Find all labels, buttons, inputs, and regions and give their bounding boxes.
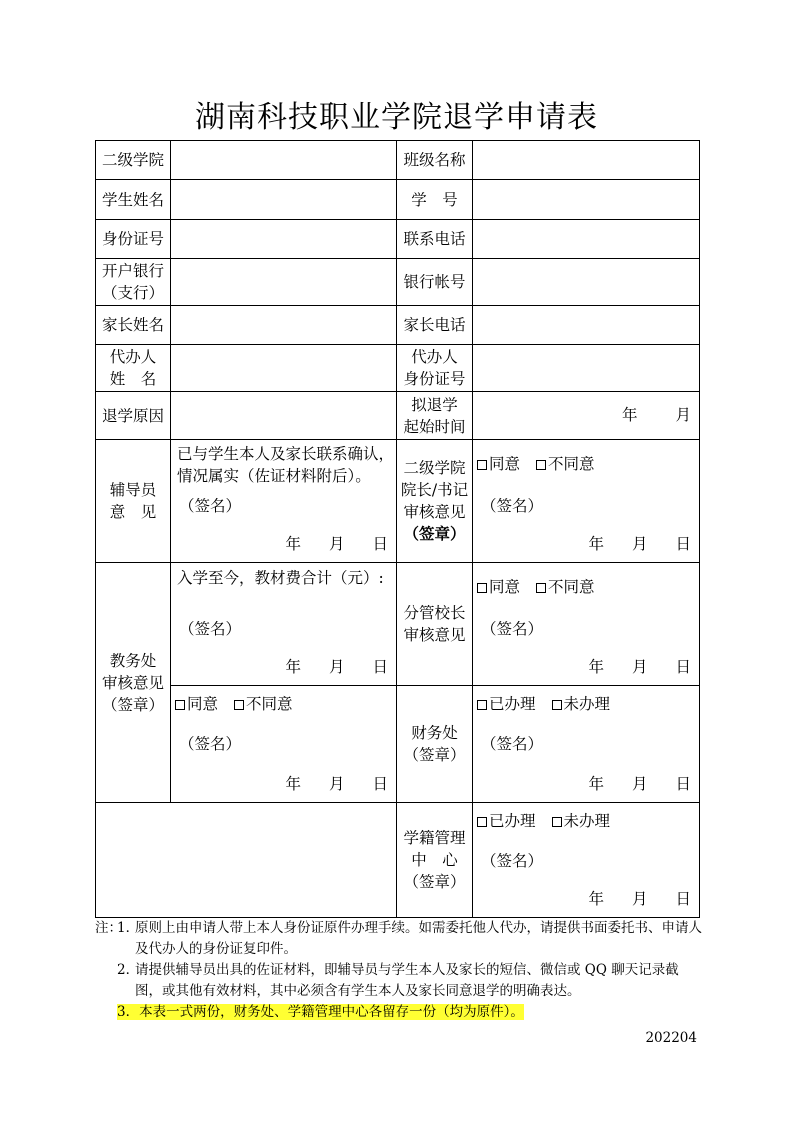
label-finance-line2: （签章） (403, 746, 466, 764)
label-id-number: 身份证号 (96, 220, 171, 259)
label-dean-line1: 二级学院 (403, 459, 466, 477)
note-2 (95, 960, 705, 1002)
note-3 (95, 1002, 705, 1023)
checkbox-icon[interactable] (536, 583, 546, 593)
vp-date (588, 655, 691, 677)
label-academic-line3: （签章） (101, 695, 164, 714)
label-dean-line4: （签章） (403, 524, 466, 543)
checkbox-icon[interactable] (477, 817, 487, 827)
option-label: 同意 (489, 455, 521, 473)
label-bank-line2: （支行） (101, 284, 164, 302)
row-id-number (96, 220, 700, 259)
note-1 (95, 918, 705, 960)
date-month: 月 (631, 890, 648, 908)
row-student-name (96, 180, 700, 220)
academic-agree-option[interactable] (175, 695, 218, 713)
checkbox-icon[interactable] (175, 700, 185, 710)
counselor-statement-line2: 情况属实（佐证材料附后）。 (177, 467, 371, 485)
withdrawal-form-table (95, 140, 700, 918)
dean-date (588, 532, 691, 554)
field-id-number[interactable] (171, 220, 397, 259)
date-year: 年 (588, 658, 604, 676)
date-year: 年 (285, 658, 301, 676)
label-bank (96, 259, 171, 306)
date-month: 月 (631, 658, 648, 676)
checkbox-icon[interactable] (477, 460, 487, 470)
finance-date (588, 772, 691, 794)
counselor-statement (177, 443, 394, 487)
dean-sign: （签名） (481, 497, 544, 515)
label-finance (397, 686, 473, 803)
field-parent-phone[interactable] (473, 306, 700, 345)
vp-agree-option[interactable] (477, 578, 520, 596)
vp-sign: （签名） (481, 620, 544, 638)
option-label: 不同意 (246, 695, 293, 713)
registry-options (477, 809, 610, 831)
notes-prefix: 注： (95, 920, 122, 936)
label-vp-line1: 分管校长 (403, 604, 466, 622)
label-start-line2: 起始时间 (403, 417, 466, 436)
date-day: 日 (675, 890, 691, 908)
note-2-number: 2． (117, 962, 140, 978)
label-college-dean (397, 440, 473, 563)
checkbox-icon[interactable] (477, 700, 487, 710)
label-agent-line2: 姓 名 (109, 370, 157, 388)
field-finance[interactable] (473, 686, 700, 803)
row-academic-vp (96, 563, 700, 686)
label-bank-line1: 开户银行 (101, 262, 164, 280)
option-label: 已办理 (489, 695, 536, 713)
dean-agree-option[interactable] (477, 455, 520, 473)
label-vp (397, 563, 473, 686)
checkbox-icon[interactable] (234, 700, 244, 710)
academic-date (285, 772, 388, 794)
date-month: 月 (631, 535, 648, 553)
academic-fee-date (285, 655, 388, 677)
field-parent-name[interactable] (171, 306, 397, 345)
label-parent-name: 家长姓名 (96, 306, 171, 345)
form-code: 202204 (645, 1030, 697, 1046)
date-day: 日 (372, 535, 388, 553)
date-year: 年 (285, 775, 301, 793)
date-month: 月 (631, 775, 648, 793)
option-label: 已办理 (489, 812, 536, 830)
field-textbook-fee[interactable] (171, 563, 397, 686)
date-day: 日 (372, 658, 388, 676)
label-reason: 退学原因 (96, 392, 171, 440)
checkbox-icon[interactable] (552, 817, 562, 827)
label-dean-line2: 院长/书记 (400, 481, 469, 499)
row-reason (96, 392, 700, 440)
date-year: 年 (588, 890, 604, 908)
field-bank[interactable] (171, 259, 397, 306)
label-counselor (96, 440, 171, 563)
date-year: 年 (285, 535, 301, 553)
academic-fee-sign: （签名） (179, 620, 242, 638)
label-agent-line1: 代办人 (109, 348, 157, 366)
date-month: 月 (675, 406, 691, 424)
finance-not-done-option[interactable] (552, 695, 611, 713)
label-academic-line2: 审核意见 (101, 673, 164, 692)
notes (95, 918, 705, 1023)
label-agent-id-line2: 身份证号 (403, 370, 466, 388)
field-vp-opinion[interactable] (473, 563, 700, 686)
label-counselor-line1: 辅导员 (109, 481, 157, 499)
dean-disagree-option[interactable] (536, 455, 595, 473)
label-dean-line3: 审核意见 (403, 503, 466, 521)
label-bank-account: 银行帐号 (397, 259, 473, 306)
option-label: 同意 (489, 578, 521, 596)
academic-sign: （签名） (179, 735, 242, 753)
label-finance-line1: 财务处 (411, 724, 458, 742)
finance-sign: （签名） (481, 735, 544, 753)
academic-options (175, 692, 293, 714)
field-student-name[interactable] (171, 180, 397, 220)
start-date (622, 403, 691, 425)
registry-sign: （签名） (481, 852, 544, 870)
label-parent-phone: 家长电话 (397, 306, 473, 345)
date-month: 月 (328, 775, 345, 793)
option-label: 同意 (187, 695, 219, 713)
row-agent (96, 345, 700, 392)
counselor-sign: （签名） (179, 497, 242, 515)
label-agent-name (96, 345, 171, 392)
row-counselor (96, 440, 700, 563)
field-start-time[interactable] (473, 392, 700, 440)
label-registry-line1: 学籍管理 (403, 829, 466, 847)
date-month: 月 (328, 658, 345, 676)
registry-done-option[interactable] (477, 812, 536, 830)
label-college: 二级学院 (96, 141, 171, 180)
label-counselor-line2: 意 见 (109, 503, 157, 521)
label-phone: 联系电话 (397, 220, 473, 259)
date-day: 日 (372, 775, 388, 793)
vp-disagree-option[interactable] (536, 578, 595, 596)
field-phone[interactable] (473, 220, 700, 259)
textbook-fee-text: 入学至今，教材费合计（元）: (177, 569, 384, 587)
field-student-id[interactable] (473, 180, 700, 220)
field-reason[interactable] (171, 392, 397, 440)
field-agent-id[interactable] (473, 345, 700, 392)
field-academic-opinion[interactable] (171, 686, 397, 803)
vp-options (477, 575, 595, 597)
checkbox-icon[interactable] (477, 583, 487, 593)
label-vp-line2: 审核意见 (403, 626, 466, 644)
field-class-name[interactable] (473, 141, 700, 180)
label-registry-line2: 中 心 (411, 851, 458, 869)
field-registry[interactable] (473, 803, 700, 918)
label-start-time (397, 392, 473, 440)
registry-not-done-option[interactable] (552, 812, 611, 830)
row-registry (96, 803, 700, 918)
row-bank (96, 259, 700, 306)
counselor-statement-line1: 已与学生本人及家长联系确认， (177, 445, 395, 463)
date-day: 日 (675, 535, 691, 553)
label-registry-line3: （签章） (403, 873, 466, 891)
label-class-name: 班级名称 (397, 141, 473, 180)
field-agent-name[interactable] (171, 345, 397, 392)
row-academic-finance (96, 686, 700, 803)
date-day: 日 (675, 775, 691, 793)
option-label: 未办理 (563, 812, 611, 830)
date-year: 年 (588, 775, 604, 793)
date-year: 年 (621, 406, 638, 424)
note-3-highlighted-text: 3．本表一式两份，财务处、学籍管理中心各留存一份（均为原件）。 (117, 1004, 524, 1020)
counselor-date (285, 532, 388, 554)
label-student-name: 学生姓名 (96, 180, 171, 220)
finance-options (477, 692, 610, 714)
field-blank (96, 803, 397, 918)
label-agent-id-line1: 代办人 (411, 348, 458, 366)
form-title: 湖南科技职业学院退学申请表 (195, 100, 598, 135)
dean-options (477, 452, 595, 474)
field-bank-account[interactable] (473, 259, 700, 306)
label-agent-id (397, 345, 473, 392)
note-2-text: 请提供辅导员出具的佐证材料，即辅导员与学生本人及家长的短信、微信或 QQ 聊天记录截图，或其他有效材料，其中必须含有学生本人及家长同意退学的明确表达。 (135, 962, 679, 999)
label-academic (96, 563, 171, 803)
row-college (96, 141, 700, 180)
label-student-id: 学 号 (397, 180, 473, 220)
label-start-line1: 拟退学 (411, 395, 458, 414)
note-1-text: 原则上由申请人带上本人身份证原件办理手续。如需委托他人代办，请提供书面委托书、申请人及代办人的身份证复印件。 (135, 920, 702, 957)
checkbox-icon[interactable] (552, 700, 562, 710)
date-year: 年 (588, 535, 604, 553)
date-day: 日 (675, 658, 691, 676)
row-parent (96, 306, 700, 345)
field-counselor-opinion[interactable] (171, 440, 397, 563)
label-registry (397, 803, 473, 918)
field-college-dean-opinion[interactable] (473, 440, 700, 563)
note-1-number: 1． (117, 920, 140, 936)
registry-date (588, 887, 691, 909)
option-label: 未办理 (563, 695, 611, 713)
option-label: 不同意 (548, 455, 595, 473)
academic-disagree-option[interactable] (234, 695, 293, 713)
option-label: 不同意 (548, 578, 595, 596)
field-college[interactable] (171, 141, 397, 180)
checkbox-icon[interactable] (536, 460, 546, 470)
label-academic-line1: 教务处 (109, 651, 157, 670)
finance-done-option[interactable] (477, 695, 536, 713)
date-month: 月 (328, 535, 345, 553)
